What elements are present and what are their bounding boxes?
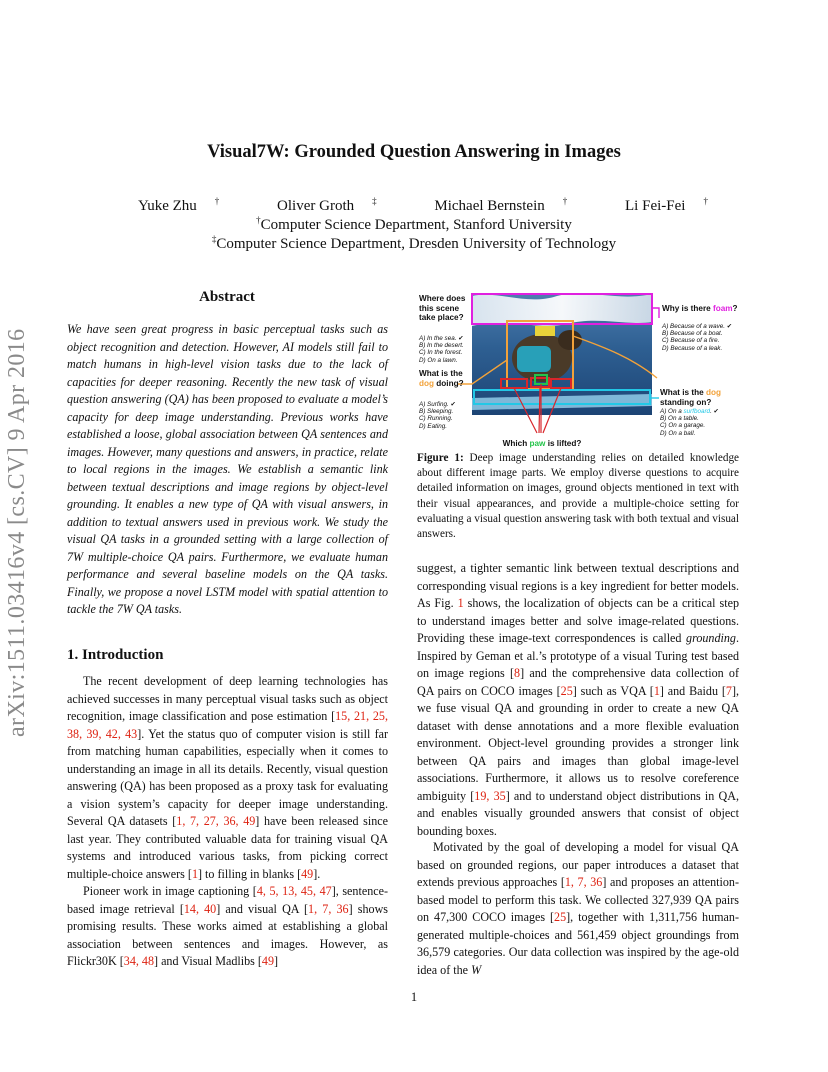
citation-link[interactable]: 8 bbox=[514, 666, 521, 680]
text-run: ] and Visual Madlibs [ bbox=[154, 954, 262, 968]
answer-correct: A) Because of a wave. ✔ bbox=[662, 323, 733, 330]
author-mark: † bbox=[703, 196, 708, 206]
citation-link[interactable]: 49 bbox=[261, 954, 274, 968]
answer: D) Because of a leak. bbox=[662, 344, 723, 352]
affiliation-text: Computer Science Department, Dresden University of Technology bbox=[216, 236, 617, 252]
affiliation-mark: † bbox=[256, 215, 261, 225]
question-which-paw bbox=[477, 439, 607, 449]
author-name: Li Fei-Fei bbox=[625, 198, 686, 214]
citation-link[interactable]: 1 bbox=[191, 866, 198, 881]
text-run: Motivated by the goal of developing a model for visual QA based on grounded regions, our paper introduces a dataset that extends previous approaches [ bbox=[417, 840, 739, 889]
answers-standing-on bbox=[660, 408, 739, 437]
abstract-heading: Abstract bbox=[199, 289, 255, 305]
affiliation bbox=[0, 234, 828, 253]
citation-link[interactable]: 1, 7, 36 bbox=[308, 901, 349, 916]
figure-caption bbox=[417, 451, 739, 542]
highlight-word: foam bbox=[712, 304, 733, 313]
paper-title: Visual7W: Grounded Question Answering in Images bbox=[207, 142, 621, 162]
question-where: Where does this scene take place? bbox=[419, 294, 466, 322]
foam-connector bbox=[652, 308, 659, 318]
text-run: doing? bbox=[434, 378, 464, 388]
author-mark: ‡ bbox=[372, 196, 377, 206]
answer: C) Because of a fire. bbox=[662, 337, 720, 345]
text-run: ? bbox=[732, 304, 738, 313]
text-run: ]. Yet the status quo of computer vision is still far from matching human capabilities, especially when it comes to understanding an image in all its details. Recently, visual question answering (QA) has been proposed as a proxy task for evaluating a vision system’s capacity for deeper image understanding. Several QA datasets [ bbox=[67, 726, 389, 828]
answer-correct: A) Surfing. ✔ bbox=[419, 401, 456, 408]
author-list bbox=[0, 196, 828, 215]
text-run: ] and to understand object distributions in QA, and enables visually grounded answers that consist of object bounding boxes. bbox=[417, 788, 740, 838]
text-run: ], sentence-based image retrieval [ bbox=[67, 884, 389, 916]
text-run: ] and Baidu [ bbox=[659, 683, 726, 698]
text-run: standing on? bbox=[660, 397, 712, 407]
answer: D) On a lawn. bbox=[419, 356, 458, 364]
figure-link[interactable]: 1 bbox=[457, 596, 464, 610]
citation-link[interactable]: 25 bbox=[560, 683, 573, 698]
text-run: ] and visual QA [ bbox=[216, 901, 309, 916]
text-run: . ✔ bbox=[710, 408, 719, 415]
right-paragraph-2 bbox=[417, 839, 739, 979]
author bbox=[259, 196, 377, 215]
author bbox=[607, 196, 708, 215]
text-run: shows, the localization of objects can be a critical step to understand images better and solve image-related questions. Providing these image-text correspondences is called bbox=[417, 596, 739, 645]
page-number: 1 bbox=[410, 990, 418, 1004]
answer: C) On a garage. bbox=[660, 422, 706, 430]
life-vest bbox=[517, 346, 551, 372]
emphasis: grounding bbox=[686, 631, 736, 645]
text-run: Which bbox=[502, 439, 530, 448]
intro-paragraph-1 bbox=[67, 673, 388, 883]
answer: B) On a table. bbox=[660, 415, 699, 423]
affiliation bbox=[0, 215, 828, 234]
text-run: A) On a bbox=[660, 408, 684, 415]
emphasis: W bbox=[471, 962, 482, 977]
caption-label: Figure 1: bbox=[417, 452, 464, 464]
author bbox=[416, 196, 567, 215]
dog-head bbox=[558, 330, 582, 350]
answer: C) Running. bbox=[419, 415, 453, 423]
text-run: ] shows promising results. These works aimed at establishing a global association between sentences and images. However, as Flickr30K [ bbox=[67, 901, 389, 968]
abstract-text: We have seen great progress in basic perceptual tasks such as object recognition and detection. However, AI models still fail to match humans in high-level vision tasks due to the lack of capacities for deeper reasoning. Recently the new task of visual question answering (QA) has been proposed to evaluate a model’s capacity for deep image understanding. Previous works have established a loose, global association between QA sentences and images. However, many questions and answers, in practice, relate to local regions in the images. We establish a semantic link between textual descriptions and image regions by object-level grounding. It enables a new type of QA with visual answers, in addition to textual answers used in previous work. We study the visual QA tasks in a grounded setting with a large collection of 7W multiple-choice QA pairs. Furthermore, we evaluate human performance and several baseline models on the QA tasks. Finally, we propose a novel LSTM model with spatial attention to tackle the 7W QA tasks. bbox=[67, 322, 388, 616]
highlight-word: surfboard bbox=[683, 408, 711, 415]
highlight-word: paw bbox=[529, 439, 546, 448]
answer: C) In the forest. bbox=[419, 349, 463, 357]
author-mark: † bbox=[214, 196, 220, 206]
text-run: ] have been released since last year. They contributed valuable data for training visual QA systems and introduced various tasks, from picking correct multiple-choice answers [ bbox=[67, 814, 388, 881]
answers-where bbox=[419, 335, 473, 364]
arxiv-stamp-text: arXiv:1511.03416v4 [cs.CV] 9 Apr 2016 bbox=[4, 328, 30, 737]
citation-link[interactable]: 19, 35 bbox=[474, 788, 506, 803]
highlight-word: dog bbox=[705, 388, 721, 397]
citation-link[interactable]: 1, 7, 27, 36, 49 bbox=[176, 814, 256, 828]
right-paragraph-1 bbox=[417, 560, 739, 840]
citation-link[interactable]: 49 bbox=[301, 866, 314, 881]
section-heading: 1. Introduction bbox=[67, 647, 164, 663]
citation-link[interactable]: 1, 7, 36 bbox=[564, 875, 603, 889]
text-run: Pioneer work in image captioning [ bbox=[83, 884, 257, 898]
citation-link[interactable]: 1 bbox=[653, 683, 660, 698]
answer: D) Eating. bbox=[419, 422, 447, 430]
author-mark: † bbox=[562, 196, 568, 206]
answer-correct bbox=[660, 408, 739, 415]
text-run: What is the bbox=[419, 369, 463, 378]
question-standing-on bbox=[660, 388, 738, 407]
citation-link[interactable]: 15, 21, 25, 38, 39, 42, 43 bbox=[67, 709, 388, 741]
author bbox=[120, 196, 219, 215]
text-run: ] and proposes an attention-based model to perform this task. We collected 327,939 QA pairs on 47,300 COCO images [ bbox=[417, 875, 739, 924]
answer: B) In the desert. bbox=[419, 342, 464, 350]
text-run: The recent development of deep learning technologies has achieved successes in many perceptual visual tasks such as object recognition, image classification and pose estimation [ bbox=[67, 674, 388, 723]
highlight-word: dog bbox=[419, 378, 435, 388]
text-run: suggest, a tighter semantic link between textual descriptions and corresponding visual regions is a key ingredient for better models. As Fig. bbox=[417, 561, 739, 610]
text-run: ], we fuse visual QA and grounding in order to create a new QA dataset with dense annotations and a more flexible evaluation environment. Object-level grounding provides a stronger link between QA pairs and images than global image-level associations. Furthermore, it allows us to resolve coreference ambiguity [ bbox=[417, 683, 739, 803]
citation-link[interactable]: 34, 48 bbox=[123, 954, 155, 968]
intro-paragraph-2 bbox=[67, 883, 388, 971]
author-name: Yuke Zhu bbox=[138, 198, 197, 214]
question-why bbox=[662, 304, 738, 314]
answer: D) On a ball. bbox=[660, 429, 696, 437]
text-run: ] bbox=[274, 954, 279, 968]
caption-text: Deep image understanding relies on detailed knowledge about different image parts. We employ diverse questions to acquire detailed information on images, ground objects mentioned in text with their visual appearances, and provide a multiple-choice setting for evaluating a visual question answering task with both textual and visual answers. bbox=[417, 452, 740, 541]
text-run: ] such as VQA [ bbox=[572, 683, 654, 698]
text-run: . Inspired by Geman et al.’s prototype of a visual Turing test based on image regions [ bbox=[417, 631, 739, 680]
answers-why bbox=[662, 323, 739, 352]
text-run: ] to filling in blanks [ bbox=[197, 866, 302, 881]
author-name: Oliver Groth bbox=[277, 198, 355, 214]
answer: B) Because of a boat. bbox=[662, 330, 723, 338]
text-run: ]. bbox=[313, 866, 321, 881]
affiliation-text: Computer Science Department, Stanford University bbox=[260, 217, 572, 233]
text-run: ] and the comprehensive data collection of QA pairs on COCO images [ bbox=[417, 666, 740, 698]
arxiv-stamp bbox=[0, 328, 76, 737]
text-run: Why is there bbox=[662, 304, 713, 313]
answer: B) Sleeping. bbox=[419, 408, 454, 416]
question-what bbox=[419, 369, 471, 388]
figure-1 bbox=[417, 288, 739, 448]
text-run: is lifted? bbox=[545, 439, 582, 448]
citation-link[interactable]: 7 bbox=[725, 683, 732, 698]
author-name: Michael Bernstein bbox=[434, 198, 545, 214]
citation-link[interactable]: 14, 40 bbox=[183, 901, 217, 916]
text-run: ], together with 1,311,756 human-generated multiple-choices and 561,459 object groundings from 36,579 categories. Our data collection was inspired by the age-old idea of the bbox=[417, 910, 739, 977]
toy bbox=[535, 326, 555, 336]
citation-link[interactable]: 25 bbox=[554, 910, 567, 924]
answers-what bbox=[419, 401, 473, 430]
answer-correct: A) In the sea. ✔ bbox=[419, 335, 464, 342]
affiliation-mark: ‡ bbox=[211, 234, 217, 244]
text-run: What is the bbox=[660, 388, 706, 397]
citation-link[interactable]: 4, 5, 13, 45, 47 bbox=[256, 884, 332, 898]
